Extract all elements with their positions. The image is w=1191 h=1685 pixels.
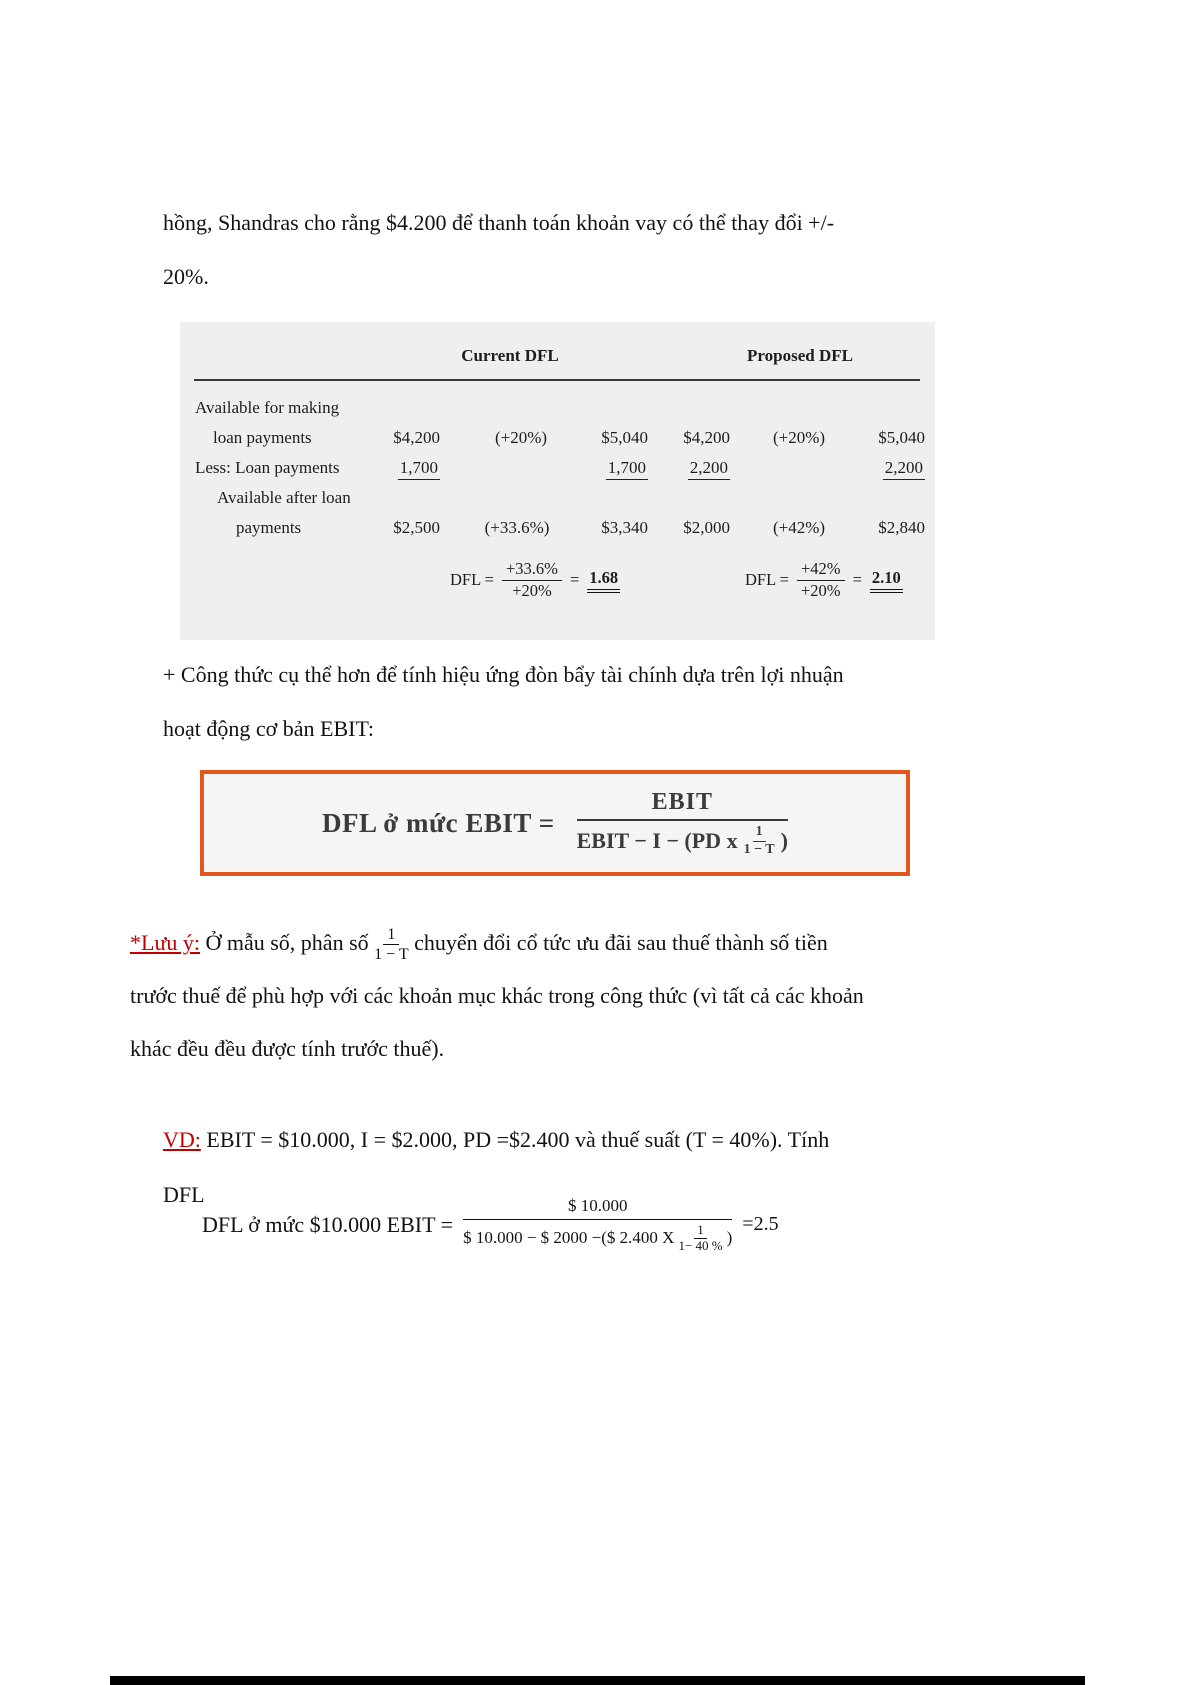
note-line-2: trước thuế để phù hợp với các khoản mục khác trong công thức (vì tất cả các khoản — [130, 983, 864, 1008]
formula-denominator — [577, 821, 788, 857]
denominator-suffix: ) — [780, 827, 788, 853]
column-header-current-dfl: Current DFL — [461, 346, 559, 365]
table-cell — [358, 458, 440, 480]
example-line-2: DFL — [163, 1182, 205, 1207]
calc-denominator — [463, 1220, 732, 1254]
table-cell: $5,040 — [601, 428, 648, 447]
underlined-value: 1,700 — [606, 458, 648, 480]
table-cell: $5,040 — [878, 428, 925, 447]
note-text-b: chuyển đổi cổ tức ưu đãi sau thuế thành số tiền — [414, 930, 828, 955]
table-cell — [566, 458, 648, 480]
dfl-ebit-formula-box — [200, 770, 910, 876]
table-cell: (+42%) — [772, 518, 826, 537]
fraction-denominator: 1 − T — [743, 841, 775, 857]
intro-line-2: 20%. — [163, 264, 209, 289]
fraction-numerator: +33.6% — [502, 560, 562, 581]
equals-sign: = — [852, 570, 862, 590]
example-text: EBIT = $10.000, I = $2.000, PD =$2.400 và thuế suất (T = 40%). Tính — [206, 1127, 830, 1152]
underlined-value: 2,200 — [883, 458, 925, 480]
example-calculation — [202, 1196, 779, 1254]
formula-intro-line-2: hoạt động cơ bản EBIT: — [163, 716, 374, 741]
calc-denominator-suffix: ) — [726, 1228, 733, 1248]
dfl-proposed-result: 2.10 — [870, 568, 903, 593]
table-cell: $2,500 — [393, 518, 440, 537]
table-cell: $2,000 — [683, 518, 730, 537]
table-cell — [843, 458, 925, 480]
table-cell: (+20%) — [494, 428, 548, 447]
calc-fraction — [463, 1196, 732, 1254]
fraction-numerator: +42% — [797, 560, 845, 581]
fraction-numerator: 1 — [383, 926, 399, 946]
dfl-current-lhs: DFL = — [450, 570, 494, 590]
fraction-numerator: 1 — [753, 824, 766, 841]
fraction-denominator: 1 − T — [374, 946, 409, 964]
denominator-prefix: EBIT − I − (PD x — [576, 827, 738, 853]
intro-line-1: hồng, Shandras cho rằng $4.200 để thanh toán khoản vay có thể thay đổi +/- — [163, 210, 835, 235]
fraction-denominator: +20% — [512, 580, 552, 600]
note-label: *Lưu ý: — [130, 930, 200, 955]
table-cell: $4,200 — [393, 428, 440, 447]
dfl-proposed-fraction — [797, 560, 845, 601]
dfl-current-formula — [450, 560, 620, 601]
dfl-comparison-table — [180, 322, 935, 640]
formula-intro-paragraph — [163, 648, 1063, 756]
equals-sign: = — [569, 570, 580, 590]
calc-numerator: $ 10.000 — [463, 1196, 732, 1220]
table-cell: $2,840 — [878, 518, 925, 537]
calc-result: =2.5 — [742, 1213, 779, 1236]
table-cell: (+20%) — [772, 428, 826, 447]
underlined-value: 2,200 — [688, 458, 730, 480]
table-cell: $4,200 — [683, 428, 730, 447]
note-line-3: khác đều đều được tính trước thuế). — [130, 1036, 445, 1061]
table-header-divider — [194, 379, 920, 381]
bottom-taskbar-edge — [110, 1676, 1085, 1685]
table-cell: (+33.6%) — [484, 518, 550, 537]
dfl-current-fraction — [502, 560, 562, 601]
table-cell: $3,340 — [601, 518, 648, 537]
underlined-value: 1,700 — [398, 458, 440, 480]
row2-label: Less: Loan payments — [195, 458, 340, 477]
row3-label-line1: Available after loan — [217, 488, 351, 507]
example-label: VD: — [163, 1127, 201, 1152]
note-line-1 — [130, 925, 828, 964]
fraction-denominator: 1− 40 % — [678, 1238, 723, 1254]
note-inline-fraction — [374, 926, 409, 964]
row1-label-line1: Available for making — [195, 398, 340, 417]
note-paragraph — [130, 916, 1080, 1075]
example-line-1 — [163, 1112, 1063, 1167]
dfl-proposed-lhs: DFL = — [745, 570, 789, 590]
calc-inner-fraction — [678, 1223, 722, 1254]
formula-intro-line-1: + Công thức cụ thể hơn để tính hiệu ứng đòn bẩy tài chính dựa trên lợi nhuận — [163, 662, 844, 687]
formula-numerator: EBIT — [577, 789, 788, 821]
formula-fraction — [577, 789, 788, 857]
fraction-numerator: 1 — [694, 1223, 707, 1239]
row3-label-line2: payments — [236, 518, 302, 537]
tax-adjust-fraction — [744, 824, 775, 857]
table-cell — [648, 458, 730, 480]
note-text-a: Ở mẫu số, phân số — [205, 930, 369, 955]
column-header-proposed-dfl: Proposed DFL — [747, 346, 853, 365]
calc-denominator-prefix: $ 10.000 − $ 2000 −($ 2.400 X — [463, 1228, 675, 1248]
intro-paragraph — [163, 196, 1063, 304]
dfl-proposed-formula — [745, 560, 903, 601]
fraction-denominator: +20% — [801, 580, 841, 600]
calc-lhs: DFL ở mức $10.000 EBIT = — [202, 1211, 454, 1237]
formula-lhs: DFL ở mức EBIT = — [322, 807, 555, 838]
dfl-current-result: 1.68 — [587, 568, 620, 593]
row1-label-line2: loan payments — [213, 428, 312, 447]
